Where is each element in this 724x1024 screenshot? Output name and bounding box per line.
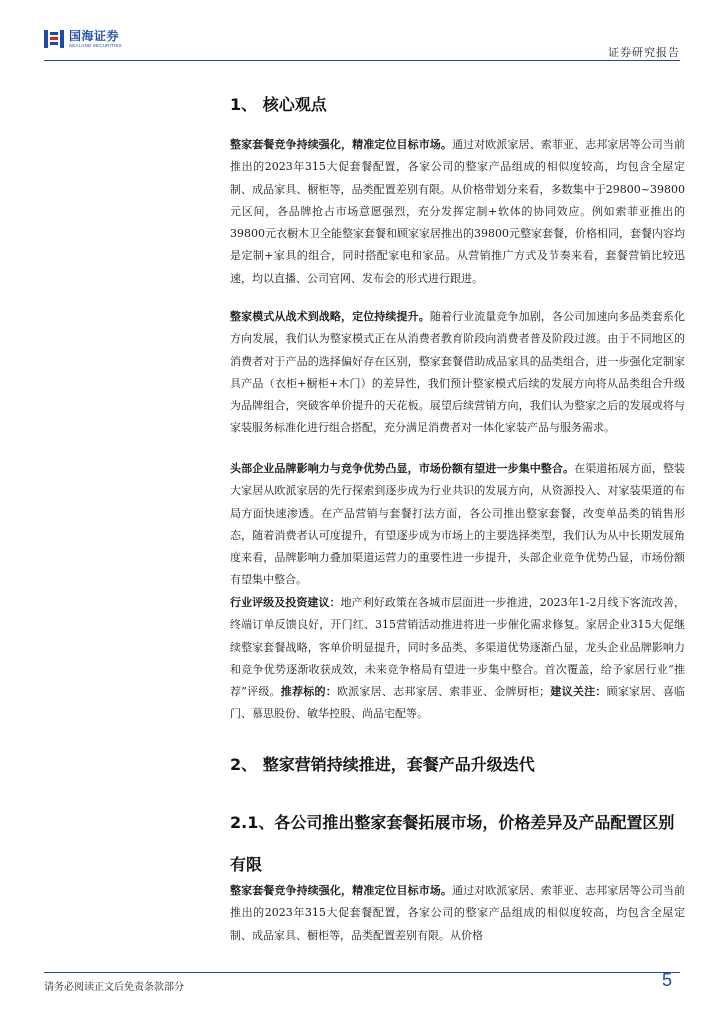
paragraph-3-body: 在渠道拓展方面，整装大家居从欧派家居的先行探索到逐步成为行业共识的发展方向，从资源投入、对家装渠道的布局方面快速渗透。在产品营销与套餐打法方面，各公司推出整家套餐，改变单品类的销售形态，随着消费者认可度提升，有望逐步成为市场上的主要选择类型，我们认为从中长期发展角度来看，品牌影响力叠加渠道运营力的重要性进一步提升，头部企业竞争优势凸显，市场份额有望集中整合。 (230, 462, 686, 587)
paragraph-1-lead: 整家套餐竞争持续强化，精准定位目标市场。 (230, 138, 452, 151)
logo-english-name: SEALAND SECURITIES (69, 43, 122, 48)
logo-chinese-name: 国海证券 (69, 29, 120, 43)
paragraph-1-body: 通过对欧派家居、索菲亚、志邦家居等公司当前推出的2023年315大促套餐配置，各家公司的整家产品组成的相似度较高，均包含全屋定制、成品家具、橱柜等，品类配置差别有限。从价格带划分来看，多数集中于29800~39800元区间，各品牌抢占市场意愿强烈，充分发挥定制+软体的协同效应。例如索菲亚推出的39800元衣橱木卫全能整家套餐和顾家家居推出的39800元整家套餐，价格相同，套餐内容均是定制+家具的组合，同时搭配家电和家品。从营销推广方式及节奏来看，套餐营销比较迅速，均以直播、公司官网、发布会的形式进行跟进。 (230, 138, 685, 285)
footer-divider (44, 972, 680, 973)
watchlist-stocks: 顾家家居、喜临门、慕思股份、敏华控股、尚品宅配等。 (230, 685, 685, 721)
paragraph-2 (230, 306, 685, 440)
page-header (0, 0, 724, 62)
report-type-label: 证券研究报告 (608, 46, 680, 59)
paragraph-3 (230, 458, 685, 592)
disclaimer-note: 请务必阅读正文后免责条款部分 (44, 982, 184, 993)
paragraph-2-lead: 整家模式从战术到战略，定位持续提升。 (230, 310, 430, 323)
paragraph-3-lead: 头部企业品牌影响力与竞争优势凸显，市场份额有望进一步集中整合。 (230, 462, 575, 475)
paragraph-4 (230, 592, 685, 726)
section-2-1-title: 2.1、各公司推出整家套餐拓展市场，价格差异及产品配置区别有限 (230, 813, 675, 874)
sealand-logo-icon (44, 30, 66, 48)
paragraph-5-lead: 整家套餐竞争持续强化，精准定位目标市场。 (230, 884, 452, 897)
paragraph-4-lead: 行业评级及投资建议： (230, 596, 341, 609)
paragraph-1 (230, 134, 685, 290)
page-number: 5 (661, 970, 672, 990)
section-2-title: 2、 整家营销持续推进，套餐产品升级迭代 (230, 755, 535, 774)
section-1-title: 1、 核心观点 (230, 95, 327, 114)
paragraph-4-body: 地产利好政策在各城市层面进一步推进，2023年1-2月线下客流改善，终端订单反馈良好，开门红、315营销活动推进将进一步催化需求修复。家居企业315大促继续整家套餐战略，客单价明显提升，同时多品类、多渠道优势逐渐凸显，龙头企业品牌影响力和竞争优势逐渐收获成效，未来竞争格局有望进一步集中整合。首次覆盖，给予家居行业“推荐”评级。 (230, 596, 685, 699)
recommended-stocks: 欧派家居、志邦家居、索菲亚、金牌厨柜； (336, 685, 551, 699)
paragraph-5-body: 通过对欧派家居、索菲亚、志邦家居等公司当前推出的2023年315大促套餐配置，各家公司的整家产品组成的相似度较高，均包含全屋定制、成品家具、橱柜等，品类配置差别有限。从价格 (230, 884, 685, 942)
watchlist-label: 建议关注： (550, 685, 607, 699)
paragraph-5 (230, 880, 685, 958)
header-divider (44, 60, 680, 61)
company-logo (44, 30, 122, 49)
paragraph-2-body: 随着行业流量竞争加剧，各公司加速向多品类套系化方向发展，我们认为整家模式正在从消费者教育阶段向消费者普及阶段过渡。由于不同地区的消费者对于产品的选择偏好存在区别，整家套餐借助成品家具的品类组合，进一步强化定制家具产品（衣柜+橱柜+木门）的差异性，我们预计整家模式后续的发展方向将从品类组合升级为品牌组合，突破客单价提升的天花板。展望后续营销方向，我们认为整家之后的发展或将与家装服务标准化进行组合搭配，充分满足消费者对一体化家装产品与服务需求。 (230, 310, 686, 435)
recommended-stocks-label: 推荐标的： (280, 685, 337, 699)
